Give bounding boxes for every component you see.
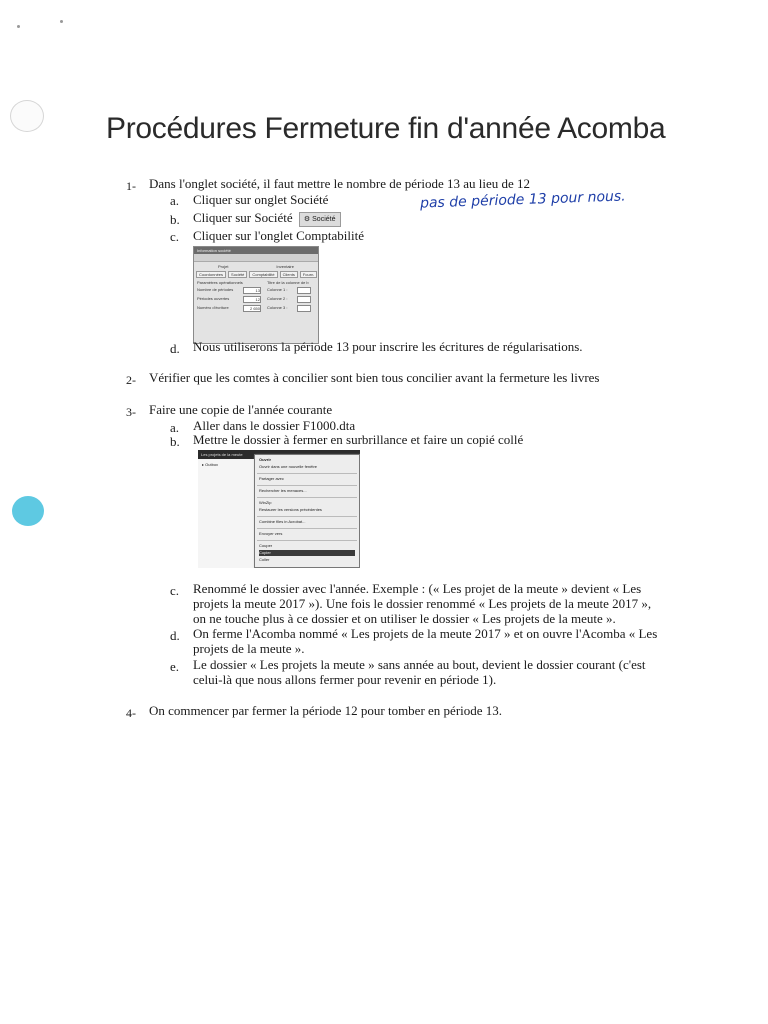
substep-text: Aller dans le dossier F1000.dta — [193, 418, 356, 433]
substep-letter: d. — [170, 628, 180, 643]
folder-item: ▸ Outbox — [202, 462, 219, 467]
step-number: 4- — [126, 706, 136, 720]
section-label: Titre de la colonne de b — [267, 280, 309, 285]
field-value: 2 650 — [243, 305, 261, 312]
substep-text-line: projets la meute 2017 »). Une fois le dossier renommé « Les projets de la meute 2017 », — [193, 596, 652, 611]
menu-item-rechercher: Rechercher les menaces... — [259, 488, 307, 493]
handwritten-note: pas de période 13 pour nous. — [419, 188, 626, 212]
substep-text: Mettre le dossier à fermer en surbrillance et faire un copié collé — [193, 432, 524, 447]
section-label: Paramètres opérationnels — [197, 280, 243, 285]
screenshot-tabs — [194, 269, 318, 278]
substep-text-line: on ne touche plus à ce dossier et on utiliser le dossier « Les projets de la meute ». — [193, 611, 616, 626]
step-number: 1- — [126, 179, 136, 193]
substep-text-line: celui-là que nous allons fermer pour revenir en période 1). — [193, 672, 497, 687]
substep-letter: c. — [170, 229, 180, 244]
step-text: Faire une copie de l'année courante — [149, 402, 333, 417]
field-label: Numéro d'écriture — [197, 305, 229, 310]
scan-smudge — [60, 20, 63, 23]
substep-text-line: Le dossier « Les projets la meute » sans année au bout, devient le dossier courant (c'est — [193, 657, 646, 672]
substep-letter: a. — [170, 420, 180, 435]
step-text: Dans l'onglet société, il faut mettre le nombre de période 13 au lieu de 12 — [149, 176, 531, 191]
field-value: 12 — [243, 296, 261, 303]
menu-item-couper: Couper — [259, 543, 273, 548]
column-box — [297, 287, 311, 294]
menu-item-coller: Coller — [259, 557, 270, 562]
field-label: Nombre de périodes — [197, 287, 234, 292]
societe-button-image — [299, 212, 341, 227]
menu-item-restaurer: Restaurer les versions précédentes — [259, 507, 322, 512]
column-box — [297, 305, 311, 312]
menu-item-acrobat: Combine files in Acrobat... — [259, 519, 306, 524]
tab-coordonnees: Coordonnées — [196, 271, 226, 278]
column-label: Colonne 1 : — [267, 287, 288, 292]
context-menu-screenshot — [198, 450, 360, 568]
menu-separator — [257, 473, 357, 474]
substep-text: Cliquer sur l'onglet Comptabilité — [193, 228, 364, 243]
substep-letter: c. — [170, 583, 180, 598]
menu-item-winzip: WinZip — [259, 500, 272, 505]
context-menu — [254, 454, 360, 568]
step-text: On commencer par fermer la période 12 pour tomber en période 13. — [149, 703, 503, 718]
tab-societe: Société — [228, 271, 247, 278]
substep-text: Cliquer sur Société — [193, 210, 293, 225]
substep-letter: b. — [170, 434, 180, 449]
window-titlebar: Les projets de la meute — [198, 450, 360, 459]
column-label: Colonne 2 : — [267, 296, 288, 301]
substep-letter: b. — [170, 212, 180, 227]
settings-icon: ⚙ — [303, 215, 311, 223]
menu-separator — [257, 528, 357, 529]
step-text: Vérifier que les comtes à concilier sont bien tous concilier avant la fermeture les livres — [149, 370, 600, 385]
menu-separator — [257, 540, 357, 541]
tab-clients: Clients — [280, 271, 298, 278]
menu-item-copier: Copier — [259, 550, 355, 556]
column-box — [297, 296, 311, 303]
tab-comptabilite: Comptabilité — [249, 271, 277, 278]
menu-item-partager: Partager avec — [259, 476, 284, 481]
group-label: Inventaire — [276, 264, 294, 269]
page-title: Procédures Fermeture fin d'année Acomba — [106, 112, 666, 145]
tab-fournisseurs: Fourn. — [300, 271, 318, 278]
substep-text: Cliquer sur onglet Société — [193, 192, 329, 207]
menu-separator — [257, 497, 357, 498]
hole-punch-mark — [10, 100, 44, 132]
substep-text-line: On ferme l'Acomba nommé « Les projets de la meute 2017 » et on ouvre l'Acomba « Les — [193, 626, 658, 641]
screenshot-titlebar: Information société — [194, 247, 318, 254]
substep-text: Nous utiliserons la période 13 pour inscrire les écritures de régularisations. — [193, 339, 583, 354]
societe-button-label: Société — [312, 215, 336, 223]
field-value: 13 — [243, 287, 261, 294]
substep-letter: d. — [170, 341, 180, 356]
menu-item-ouvrir-nouvelle: Ouvrir dans une nouvelle fenêtre — [259, 464, 318, 469]
substep-letter: e. — [170, 659, 180, 674]
menu-item-ouvrir: Ouvrir — [259, 457, 272, 462]
scan-smudge — [17, 25, 20, 28]
substep-text-line: Renommé le dossier avec l'année. Exemple : (« Les projet de la meute » devient « Les — [193, 581, 642, 596]
substep-letter: a. — [170, 193, 180, 208]
field-label: Périodes ouvertes — [197, 296, 230, 301]
screenshot-toolbar — [194, 254, 318, 262]
substep-item — [193, 210, 341, 227]
folder-icon: ▸ — [202, 462, 205, 467]
step-number: 3- — [126, 405, 136, 419]
group-label: Projet — [217, 264, 229, 269]
step-number: 2- — [126, 373, 136, 387]
hole-punch-mark-blue — [12, 496, 44, 526]
menu-item-envoyer: Envoyer vers — [259, 531, 283, 536]
company-settings-screenshot — [193, 246, 319, 344]
column-label: Colonne 3 : — [267, 305, 288, 310]
menu-separator — [257, 516, 357, 517]
menu-separator — [257, 485, 357, 486]
substep-text-line: projets de la meute ». — [193, 641, 305, 656]
